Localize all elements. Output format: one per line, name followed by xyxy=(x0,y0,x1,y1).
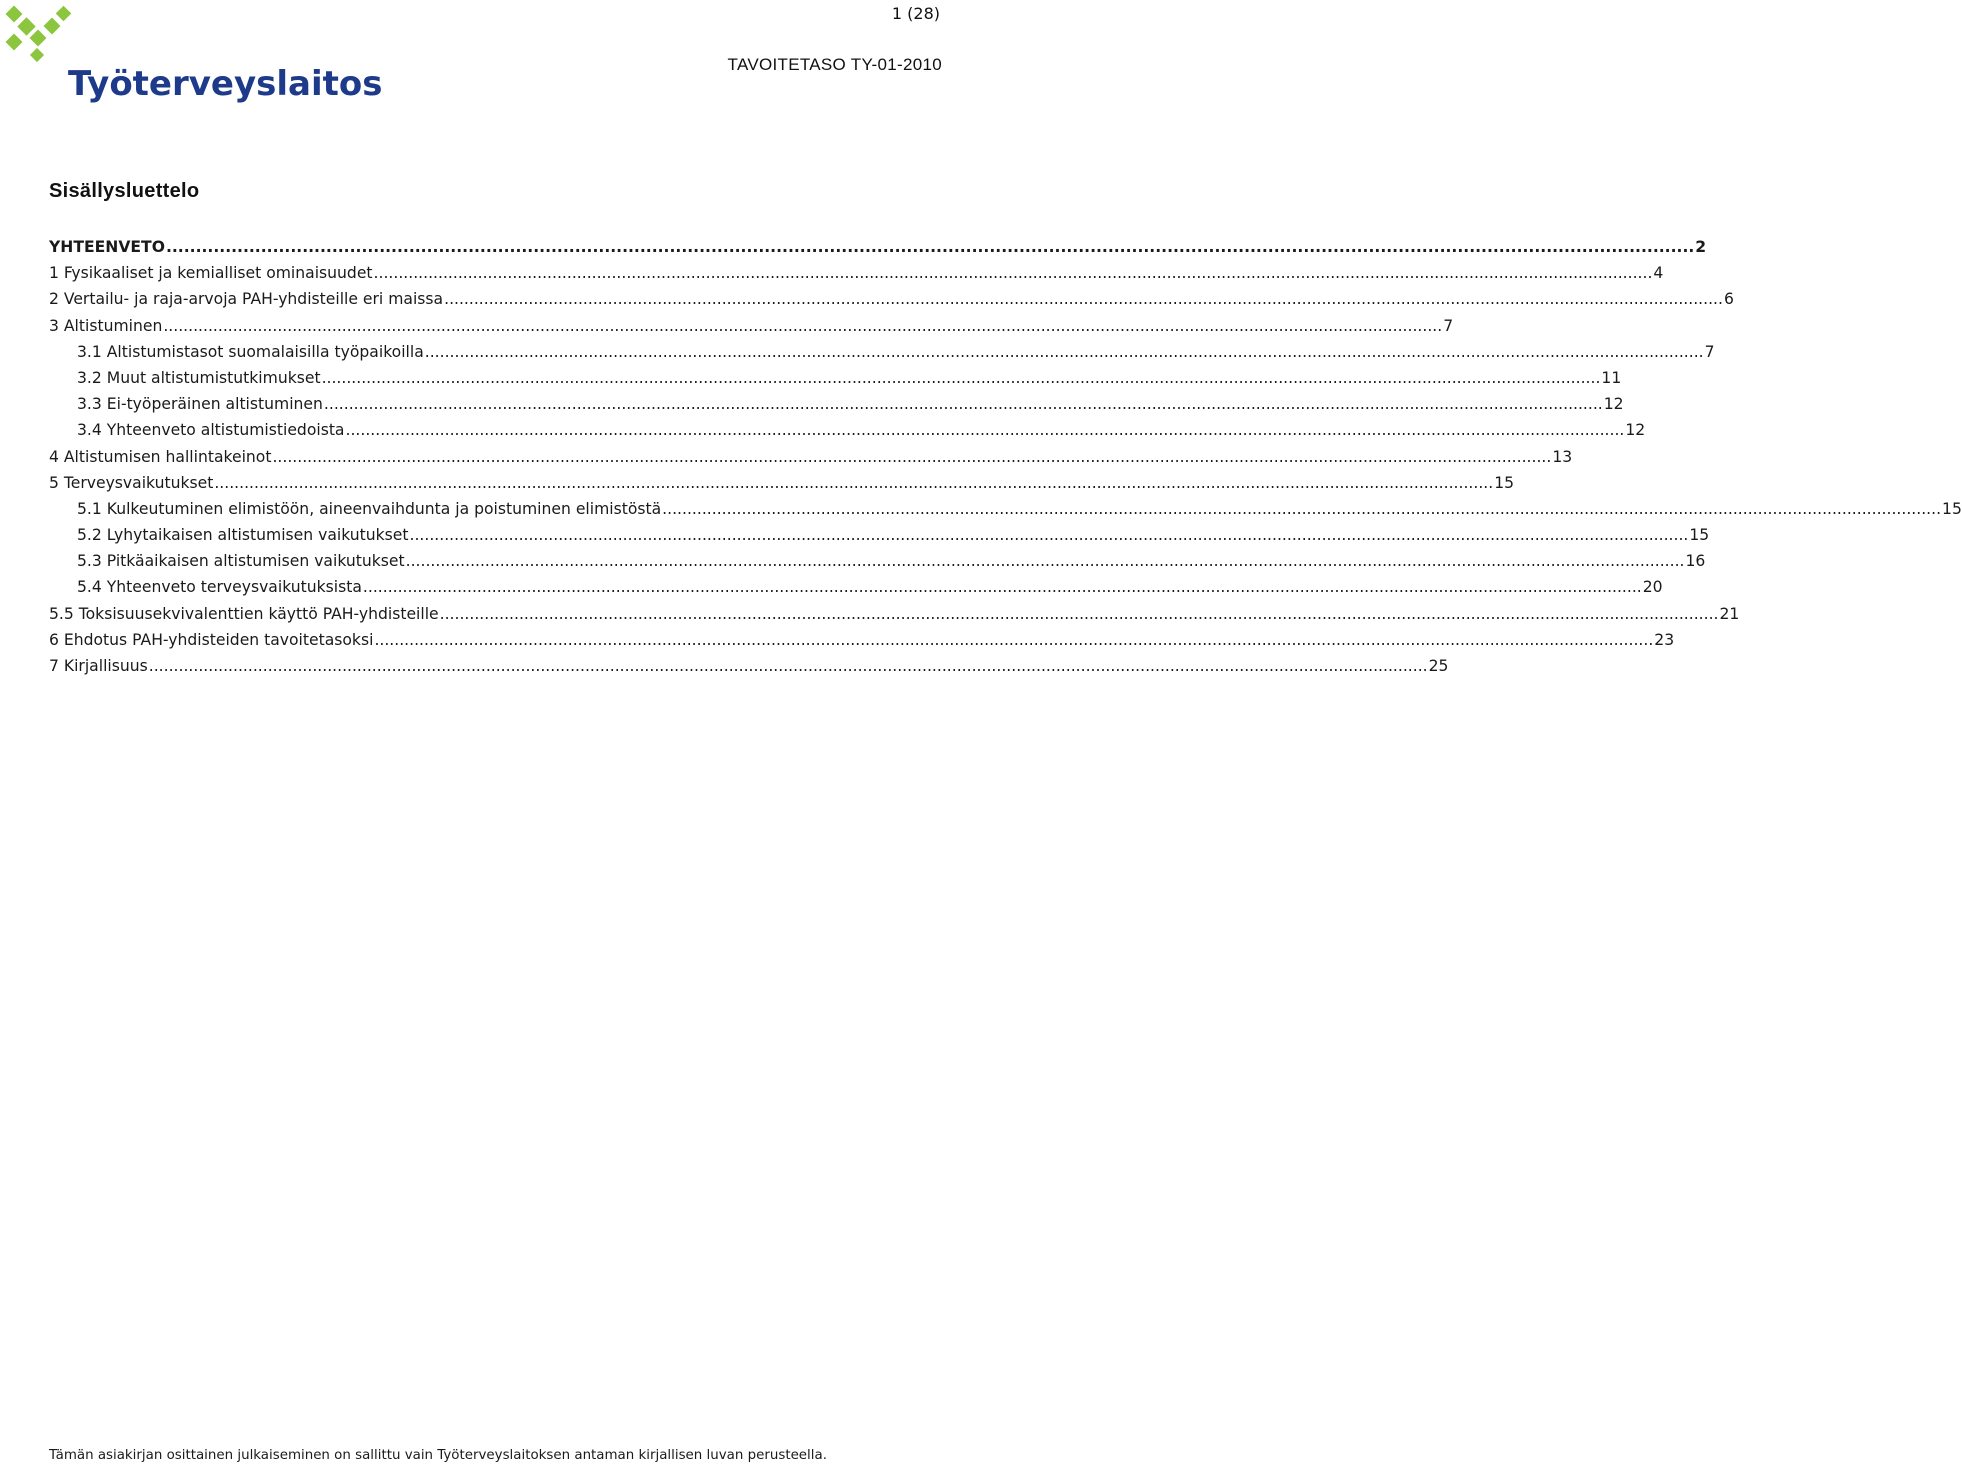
toc-entry-5-5[interactable] xyxy=(49,601,1740,627)
toc-dot-leader xyxy=(166,234,1694,260)
toc-entry-page: 2 xyxy=(1695,238,1707,256)
toc-entry-label: 3.2 Muut altistumistutkimukset xyxy=(77,368,321,387)
toc-entry-3-1[interactable] xyxy=(49,339,1715,365)
toc-entry-5-3[interactable] xyxy=(49,548,1706,574)
toc-dot-leader xyxy=(149,653,1428,679)
toc-entry-page: 11 xyxy=(1601,368,1622,387)
toc-entry-3-3[interactable] xyxy=(49,391,1624,417)
toc-entry-page: 7 xyxy=(1443,316,1454,335)
toc-entry-summary[interactable] xyxy=(49,234,1707,260)
toc-entry-page: 13 xyxy=(1552,447,1573,466)
toc-entry-5-4[interactable] xyxy=(49,574,1663,600)
toc-entry-2[interactable] xyxy=(49,286,1734,312)
logo-mark-icon xyxy=(4,2,84,72)
toc-entry-page: 20 xyxy=(1642,578,1663,597)
organization-logo xyxy=(4,2,383,114)
toc-entry-3[interactable] xyxy=(49,313,1454,339)
toc-entry-5-1[interactable] xyxy=(49,496,1962,522)
toc-dot-leader xyxy=(444,286,1723,312)
toc-entry-page: 21 xyxy=(1719,604,1740,623)
toc-entry-3-2[interactable] xyxy=(49,365,1622,391)
toc-title: Sisällysluettelo xyxy=(49,180,200,202)
toc-entry-page: 15 xyxy=(1942,499,1962,518)
toc-entry-page: 12 xyxy=(1625,421,1646,440)
toc-dot-leader xyxy=(324,391,1603,417)
toc-entry-5-2[interactable] xyxy=(49,522,1710,548)
toc-entry-label: 3.1 Altistumistasot suomalaisilla työpaikoilla xyxy=(77,342,424,361)
toc-entry-page: 23 xyxy=(1654,630,1675,649)
toc-entry-label: 4 Altistumisen hallintakeinot xyxy=(49,447,272,466)
toc-entry-label: 5.3 Pitkäaikaisen altistumisen vaikutukset xyxy=(77,552,405,571)
document-code: TAVOITETASO TY-01-2010 xyxy=(727,55,942,74)
table-of-contents xyxy=(49,234,1962,679)
toc-dot-leader xyxy=(214,470,1493,496)
toc-entry-label: 6 Ehdotus PAH-yhdisteiden tavoitetasoksi xyxy=(49,630,374,649)
toc-entry-page: 6 xyxy=(1723,290,1734,309)
toc-entry-label: 7 Kirjallisuus xyxy=(49,657,148,675)
toc-entry-page: 15 xyxy=(1494,473,1515,492)
toc-entry-page: 25 xyxy=(1428,657,1449,675)
toc-dot-leader xyxy=(322,365,1601,391)
toc-dot-leader xyxy=(272,444,1551,470)
toc-dot-leader xyxy=(374,627,1653,653)
toc-dot-leader xyxy=(163,313,1442,339)
page-number: 1 (28) xyxy=(891,4,940,23)
toc-entry-label: 3 Altistuminen xyxy=(49,316,163,335)
toc-dot-leader xyxy=(363,574,1642,600)
toc-entry-page: 4 xyxy=(1653,264,1664,283)
toc-dot-leader xyxy=(662,496,1941,522)
toc-entry-7[interactable] xyxy=(49,653,1449,679)
toc-dot-leader xyxy=(410,522,1689,548)
toc-entry-page: 16 xyxy=(1685,552,1706,571)
toc-dot-leader xyxy=(346,417,1625,443)
toc-entry-label: 3.4 Yhteenveto altistumistiedoista xyxy=(77,421,345,440)
toc-dot-leader xyxy=(406,548,1685,574)
toc-entry-4[interactable] xyxy=(49,444,1573,470)
toc-entry-1[interactable] xyxy=(49,260,1664,286)
toc-entry-6[interactable] xyxy=(49,627,1675,653)
logo-wordmark: Työterveyslaitos xyxy=(68,64,383,104)
toc-entry-label: 3.3 Ei-työperäinen altistuminen xyxy=(77,395,323,414)
toc-entry-label: 1 Fysikaaliset ja kemialliset ominaisuudet xyxy=(49,264,373,283)
toc-entry-5[interactable] xyxy=(49,470,1515,496)
toc-entry-label: 2 Vertailu- ja raja-arvoja PAH-yhdisteille eri maissa xyxy=(49,290,444,309)
footer-notice: Tämän asiakirjan osittainen julkaiseminen on sallittu vain Työterveyslaitoksen antaman kirjallisen luvan perusteella. xyxy=(49,1448,827,1463)
toc-dot-leader xyxy=(374,260,1653,286)
toc-entry-page: 7 xyxy=(1704,342,1715,361)
toc-entry-label: YHTEENVETO xyxy=(49,238,165,256)
toc-entry-label: 5 Terveysvaikutukset xyxy=(49,473,214,492)
toc-dot-leader xyxy=(440,601,1719,627)
toc-dot-leader xyxy=(425,339,1704,365)
toc-entry-label: 5.2 Lyhytaikaisen altistumisen vaikutukset xyxy=(77,526,409,545)
toc-entry-label: 5.5 Toksisuusekvivalenttien käyttö PAH-yhdisteille xyxy=(49,604,439,623)
toc-entry-3-4[interactable] xyxy=(49,417,1646,443)
toc-entry-page: 12 xyxy=(1603,395,1624,414)
toc-entry-page: 15 xyxy=(1689,526,1710,545)
toc-entry-label: 5.1 Kulkeutuminen elimistöön, aineenvaihdunta ja poistuminen elimistöstä xyxy=(77,499,662,518)
toc-entry-label: 5.4 Yhteenveto terveysvaikutuksista xyxy=(77,578,362,597)
